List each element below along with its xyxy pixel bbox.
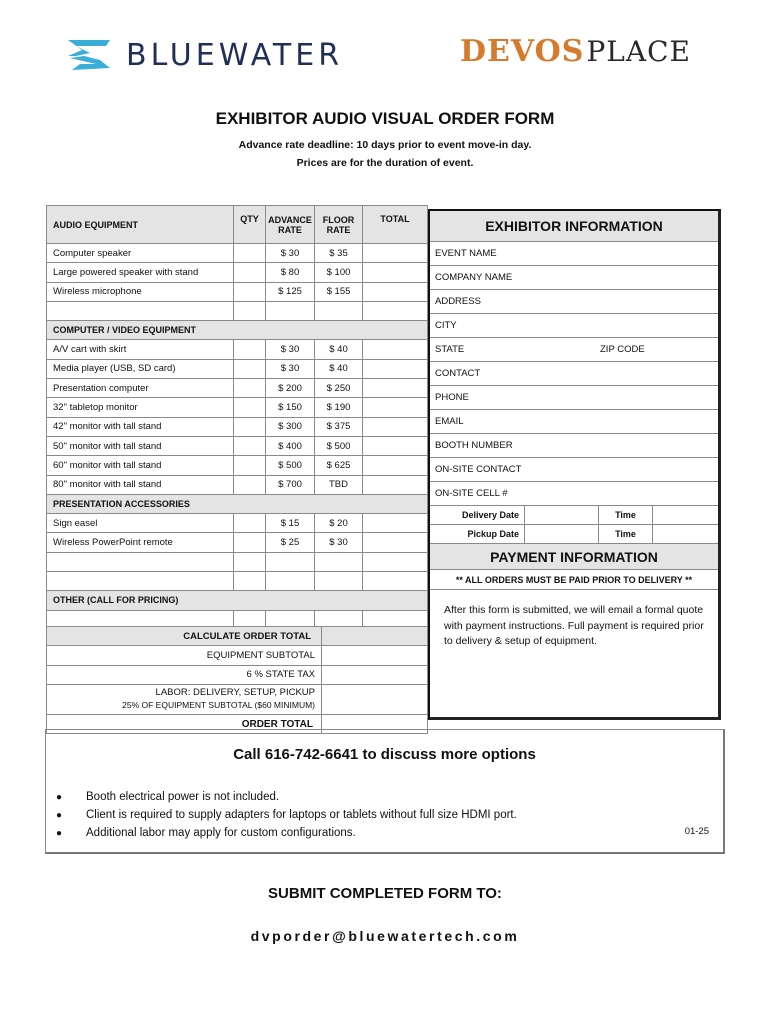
total-cell[interactable] bbox=[363, 436, 428, 455]
list-item: ● Client is required to supply adapters for laptops or tablets without full size HDMI port. bbox=[56, 809, 517, 821]
table-header-row bbox=[47, 206, 428, 244]
item-name: Sign easel bbox=[47, 514, 234, 533]
advance-rate: $ 30 bbox=[266, 244, 315, 263]
table-row bbox=[47, 282, 428, 301]
advance-rate: $ 400 bbox=[266, 436, 315, 455]
total-cell[interactable] bbox=[363, 379, 428, 398]
item-name: A/V cart with skirt bbox=[47, 340, 234, 359]
bluewater-mark-icon bbox=[66, 36, 114, 74]
payment-body: After this form is submitted, we will email a formal quote with payment instructions. Full payment is required prior to delivery & setup of equipment. bbox=[444, 604, 704, 647]
labor-field[interactable] bbox=[322, 684, 428, 714]
total-cell[interactable] bbox=[363, 456, 428, 475]
exhibitor-info-header: EXHIBITOR INFORMATION bbox=[430, 211, 718, 242]
floor-rate: $ 35 bbox=[315, 244, 363, 263]
delivery-time-label: Time bbox=[598, 506, 652, 524]
table-row bbox=[47, 456, 428, 475]
floor-rate: $ 155 bbox=[315, 282, 363, 301]
col-total: TOTAL bbox=[363, 206, 428, 244]
delivery-date-label: Delivery Date bbox=[461, 510, 519, 520]
equipment-subtotal-label: EQUIPMENT SUBTOTAL bbox=[47, 646, 322, 665]
item-name: Wireless PowerPoint remote bbox=[47, 533, 234, 552]
item-name: 60" monitor with tall stand bbox=[47, 456, 234, 475]
delivery-date-field[interactable] bbox=[524, 506, 598, 524]
labor-label: LABOR: DELIVERY, SETUP, PICKUP 25% OF EQUIPMENT SUBTOTAL ($60 MINIMUM) bbox=[47, 684, 322, 714]
company-name-field[interactable]: COMPANY NAME bbox=[430, 266, 718, 290]
floor-rate: $ 625 bbox=[315, 456, 363, 475]
notes-list bbox=[56, 788, 517, 842]
submit-heading: SUBMIT COMPLETED FORM TO: bbox=[268, 885, 502, 902]
deadline-note: Advance rate deadline: 10 days prior to event move-in day. bbox=[238, 139, 532, 151]
blank-row bbox=[47, 301, 428, 320]
floor-rate: TBD bbox=[315, 475, 363, 494]
advance-rate: $ 500 bbox=[266, 456, 315, 475]
qty-cell[interactable] bbox=[234, 263, 266, 282]
onsite-contact-field[interactable]: ON-SITE CONTACT bbox=[430, 458, 718, 482]
event-name-field[interactable]: EVENT NAME bbox=[430, 242, 718, 266]
total-cell[interactable] bbox=[363, 533, 428, 552]
col-floor-rate: FLOOR RATE bbox=[315, 206, 363, 244]
item-name: Media player (USB, SD card) bbox=[47, 359, 234, 378]
equipment-subtotal-field[interactable] bbox=[322, 646, 428, 665]
form-title: EXHIBITOR AUDIO VISUAL ORDER FORM bbox=[215, 109, 555, 128]
exhibitor-panel bbox=[428, 209, 721, 720]
state-label: STATE bbox=[435, 344, 465, 355]
calculate-order-header: CALCULATE ORDER TOTAL bbox=[47, 627, 322, 646]
blank-row bbox=[47, 572, 428, 591]
total-cell[interactable] bbox=[363, 359, 428, 378]
state-tax-field[interactable] bbox=[322, 665, 428, 684]
advance-rate: $ 200 bbox=[266, 379, 315, 398]
form-version-code: 01-25 bbox=[684, 826, 709, 837]
section-computer-video: COMPUTER / VIDEO EQUIPMENT bbox=[47, 321, 428, 340]
advance-rate: $ 125 bbox=[266, 282, 315, 301]
table-row bbox=[47, 398, 428, 417]
duration-note: Prices are for the duration of event. bbox=[296, 157, 474, 169]
table-row bbox=[47, 379, 428, 398]
advance-rate: $ 15 bbox=[266, 514, 315, 533]
address-field[interactable]: ADDRESS bbox=[430, 290, 718, 314]
floor-rate: $ 100 bbox=[315, 263, 363, 282]
qty-cell[interactable] bbox=[234, 379, 266, 398]
item-name: 80" monitor with tall stand bbox=[47, 475, 234, 494]
total-cell[interactable] bbox=[363, 417, 428, 436]
state-field[interactable] bbox=[430, 338, 718, 362]
qty-cell[interactable] bbox=[234, 282, 266, 301]
bullet-icon: ● bbox=[56, 827, 63, 839]
item-name: 32" tabletop monitor bbox=[47, 398, 234, 417]
floor-rate: $ 40 bbox=[315, 340, 363, 359]
table-row bbox=[47, 417, 428, 436]
table-row bbox=[47, 475, 428, 494]
item-name: Presentation computer bbox=[47, 379, 234, 398]
advance-rate: $ 300 bbox=[266, 417, 315, 436]
qty-cell[interactable] bbox=[234, 514, 266, 533]
advance-rate: $ 150 bbox=[266, 398, 315, 417]
total-cell[interactable] bbox=[363, 282, 428, 301]
delivery-row bbox=[430, 506, 718, 525]
section-presentation: PRESENTATION ACCESSORIES bbox=[47, 494, 428, 513]
table-row bbox=[47, 340, 428, 359]
floor-rate: $ 375 bbox=[315, 417, 363, 436]
qty-cell[interactable] bbox=[234, 417, 266, 436]
delivery-time-field[interactable] bbox=[652, 506, 718, 524]
floor-rate: $ 250 bbox=[315, 379, 363, 398]
total-cell[interactable] bbox=[363, 398, 428, 417]
table-row bbox=[47, 263, 428, 282]
booth-number-field[interactable]: BOOTH NUMBER bbox=[430, 434, 718, 458]
total-cell[interactable] bbox=[363, 340, 428, 359]
list-item: ● Booth electrical power is not included. bbox=[56, 791, 280, 803]
col-advance-rate: ADVANCE RATE bbox=[266, 206, 315, 244]
calculate-order-table bbox=[46, 626, 428, 734]
qty-cell[interactable] bbox=[234, 244, 266, 263]
col-qty: QTY bbox=[234, 206, 266, 244]
state-tax-label: 6 % STATE TAX bbox=[47, 665, 322, 684]
col-audio-equipment: AUDIO EQUIPMENT bbox=[47, 206, 234, 244]
pickup-date-field[interactable] bbox=[524, 525, 598, 543]
bullet-icon: ● bbox=[56, 809, 63, 821]
devos-wordmark: DEVOS bbox=[460, 34, 585, 69]
advance-rate: $ 30 bbox=[266, 359, 315, 378]
qty-cell[interactable] bbox=[234, 359, 266, 378]
contact-field[interactable]: CONTACT bbox=[430, 362, 718, 386]
order-total-label: ORDER TOTAL bbox=[47, 714, 322, 733]
qty-cell[interactable] bbox=[234, 475, 266, 494]
total-cell[interactable] bbox=[363, 514, 428, 533]
total-cell[interactable] bbox=[363, 263, 428, 282]
table-row bbox=[47, 533, 428, 552]
pickup-time-field[interactable] bbox=[652, 525, 718, 543]
equipment-table bbox=[46, 205, 428, 630]
qty-cell[interactable] bbox=[234, 533, 266, 552]
bluewater-logo bbox=[66, 36, 343, 74]
submit-email-link[interactable]: dvporder@bluewatertech.com bbox=[250, 928, 520, 944]
table-row bbox=[47, 514, 428, 533]
item-name: Wireless microphone bbox=[47, 282, 234, 301]
place-wordmark: PLACE bbox=[586, 35, 691, 68]
options-info-box bbox=[45, 729, 725, 854]
pickup-row bbox=[430, 525, 718, 544]
email-field[interactable]: EMAIL bbox=[430, 410, 718, 434]
qty-cell[interactable] bbox=[234, 456, 266, 475]
total-cell[interactable] bbox=[363, 244, 428, 263]
qty-cell[interactable] bbox=[234, 572, 266, 591]
payment-info-header: PAYMENT INFORMATION bbox=[430, 544, 718, 570]
item-name: 42" monitor with tall stand bbox=[47, 417, 234, 436]
bluewater-wordmark: BLUEWATER bbox=[126, 37, 344, 73]
item-name: Computer speaker bbox=[47, 244, 234, 263]
qty-cell[interactable] bbox=[234, 398, 266, 417]
advance-rate: $ 700 bbox=[266, 475, 315, 494]
advance-rate: $ 80 bbox=[266, 263, 315, 282]
item-name: Large powered speaker with stand bbox=[47, 263, 234, 282]
blank-row bbox=[47, 552, 428, 571]
pickup-date-label: Pickup Date bbox=[467, 529, 519, 539]
table-row bbox=[47, 359, 428, 378]
floor-rate: $ 40 bbox=[315, 359, 363, 378]
total-cell[interactable] bbox=[363, 475, 428, 494]
pickup-time-label: Time bbox=[598, 525, 652, 543]
qty-cell[interactable] bbox=[234, 340, 266, 359]
qty-cell[interactable] bbox=[234, 301, 266, 320]
zip-code-label: ZIP CODE bbox=[600, 344, 645, 355]
advance-rate: $ 30 bbox=[266, 340, 315, 359]
floor-rate: $ 190 bbox=[315, 398, 363, 417]
floor-rate: $ 500 bbox=[315, 436, 363, 455]
onsite-cell-field[interactable]: ON-SITE CELL # bbox=[430, 482, 718, 506]
payment-notice: ** ALL ORDERS MUST BE PAID PRIOR TO DELIVERY ** bbox=[430, 570, 718, 590]
call-to-action: Call 616-742-6641 to discuss more options bbox=[233, 746, 536, 763]
phone-field[interactable]: PHONE bbox=[430, 386, 718, 410]
qty-cell[interactable] bbox=[234, 552, 266, 571]
table-row bbox=[47, 436, 428, 455]
devos-place-logo bbox=[460, 34, 691, 69]
advance-rate: $ 25 bbox=[266, 533, 315, 552]
city-field[interactable]: CITY bbox=[430, 314, 718, 338]
floor-rate: $ 20 bbox=[315, 514, 363, 533]
bullet-icon: ● bbox=[56, 791, 63, 803]
section-other: OTHER (CALL FOR PRICING) bbox=[47, 591, 428, 610]
qty-cell[interactable] bbox=[234, 436, 266, 455]
list-item: ● Additional labor may apply for custom configurations. bbox=[56, 827, 356, 839]
floor-rate: $ 30 bbox=[315, 533, 363, 552]
table-row bbox=[47, 244, 428, 263]
item-name: 50" monitor with tall stand bbox=[47, 436, 234, 455]
